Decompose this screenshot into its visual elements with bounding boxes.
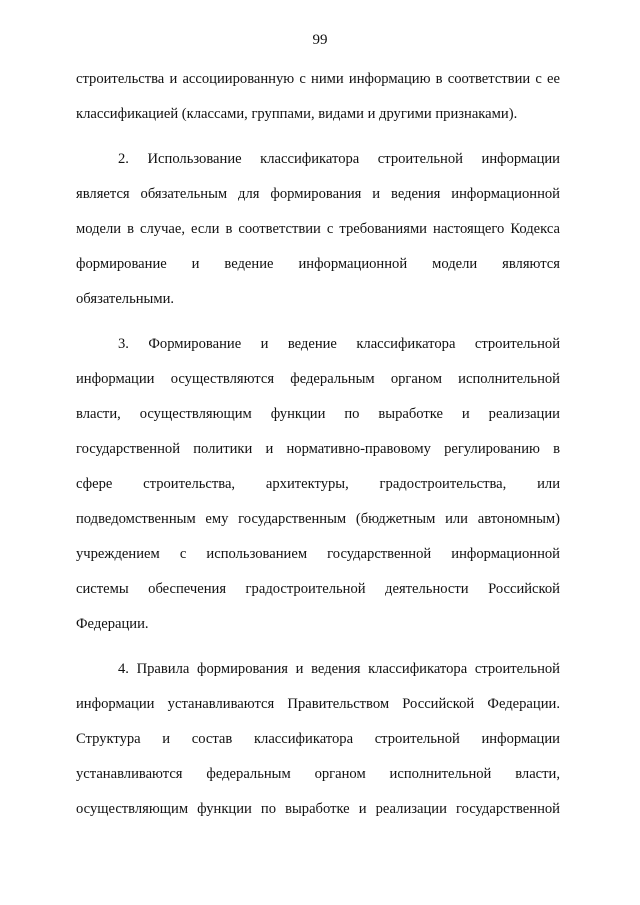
text-line: государственной политики и нормативно-правовому регулированию в [76,441,560,457]
text-line: формирование и ведение информационной модели являются [76,256,560,272]
text-line: Структура и состав классификатора строительной информации [76,731,560,747]
text-line: является обязательным для формирования и ведения информационной [76,186,560,202]
paragraph [76,652,560,827]
text-line: сфере строительства, архитектуры, градостроительства, или [76,476,560,492]
page-number: 99 [312,32,328,48]
text-line: 4. Правила формирования и ведения классификатора строительной [118,661,560,677]
body-text [76,62,560,837]
paragraph [76,327,560,642]
text-line: 3. Формирование и ведение классификатора строительной [118,336,560,352]
paragraph [76,62,560,132]
text-line: подведомственным ему государственным (бюджетным или автономным) [76,511,560,527]
text-line: 2. Использование классификатора строительной информации [118,151,560,167]
text-line: власти, осуществляющим функции по выработке и реализации [76,406,560,422]
text-line: информации осуществляются федеральным органом исполнительной [76,371,560,387]
text-line: устанавливаются федеральным органом исполнительной власти, [76,766,560,782]
text-line: осуществляющим функции по выработке и реализации государственной [76,801,560,817]
paragraph [76,142,560,317]
text-line: учреждением с использованием государственной информационной [76,546,560,562]
text-line: информации устанавливаются Правительством Российской Федерации. [76,696,560,712]
text-line: модели в случае, если в соответствии с требованиями настоящего Кодекса [76,221,560,237]
text-line: классификацией (классами, группами, видами и другими признаками). [76,106,518,122]
text-line: строительства и ассоциированную с ними информацию в соответствии с ее [76,71,560,87]
text-line: системы обеспечения градостроительной деятельности Российской [76,581,560,597]
text-line: Федерации. [76,616,149,632]
text-line: обязательными. [76,291,175,307]
